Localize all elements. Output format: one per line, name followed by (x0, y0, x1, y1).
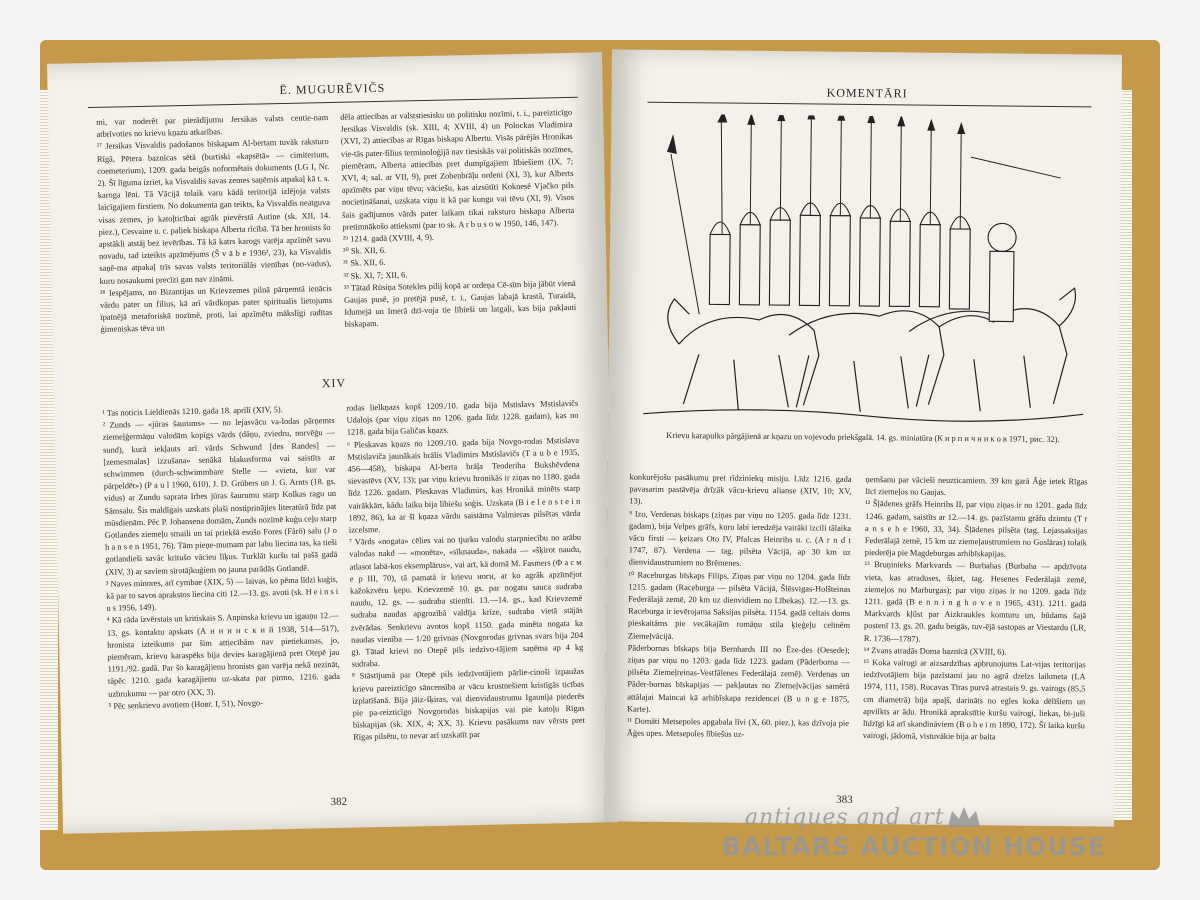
note-paragraph: ²⁷ Jersikas Visvaldis padošanos biskapam Al-bertam tuvāk raksturo Rīgā, Pētera baznīcas sētā (burtiski «kapsētā» — cimiterium, coemeterium), 1209. gada beigās noformētais dokuments (LG I, Nr. 2). Šī līguma izriet, ka Visvaldis savas zemes saņēmis atpakaļ kā t. s. karoga lēni. Tā Vācijā tolaik varu kādā teritorijā izlējoja valsts laicīgajiem firstiem. No dokumenta gan teikts, ka Visvaldis neatguva visas zemes, jo katoļticībai agrāk pievērstā Autine (sk. XII, 14. piez.), Cesvaine u. c. paliek biskapa Alberta rīcībā. Tā ber hronists šo apstākli atstāj bez ievērības. Tā kā katrs karogs varēja apzīmēt savu novadu, tad izteikts apzīmējums (Š v ā b e 1936², 23), ka Visvaldis saņē-ma atpakaļ trīs savas valsts teritoriālās vienības (no-vadus), kuru nosaukumi precīzi gan nav zināmi. (96, 137, 332, 286)
header-rule (88, 97, 578, 108)
notes-column-2 (863, 474, 1088, 745)
note-paragraph: ¹⁵ Koka vairogi ar aizsardzības apbrunojums Lat-vijas teritorijas iedzīvotājiem bija pazīstami jau no agrā dzelzs laikmeta (LA 1974, 111, 158). Rucavas Tīras purvā atrastais 9. gs. vairogs (85,5 cm diametrā) bija apaļš, darināts no egles koka dēlīšiem un apvilkts ar ādu. Hronikā aprakstītie kuršu vairogi, liekas, bi-juši līdzīgi kā arī skandināviem (B o h e i m 1890, 172). Šī laika kuršu vairogi, jādomā, vistuvākie bija ar balta (862, 658, 1086, 742)
watermark-brand: BALTARS AUCTION HOUSE (722, 832, 1106, 861)
crown-icon (946, 803, 982, 831)
watermark-tagline: antiques and art (745, 805, 945, 830)
note-paragraph: ¹³ Bruņinieks Markvards — Burbahas (Burbaha — apdzīvota vieta, kas atraduses, šķiet, tag. Hesenes Federālajā zemē, ziemeļos no Marburgas); par viņu ziņas ir no 1209. gada līdz 1211. gadā (B e n n i n g h o v e n 1965, 431). 1211. gadā Markvards kļūst par Aizkraukles komturu un, būdams šajā postenī 13. gs. 20. gadu beigās, tuv-ējā sastopas ar Viestardu (LR, R. 1736—1787). (863, 560, 1087, 644)
note-paragraph: ⁸ Stāstījumā par Otepē pils iedzīvotājiem pārlie-cinoši izpaužas krievu pareizticīgo sāncensība ar vācu krustnešiem kristīgās ticības izplatīšanā. Bija jāiz-šķiras, vai dienvidaustrumu Igaunija piederēs pie pa-reizticīgo Novgorodas biskapijas vai pie katoļu Rīgas bīskapijas (sk. XIX, 4; XX, 3). Krievu pasākums nav vērsts pret Rīgas pilsētu, to nevar arī uzskatīt par (351, 667, 585, 743)
note-paragraph: ³⁰ Sk. XII, 6. (342, 246, 387, 256)
note-paragraph: ³ Naves minores, arī cymbae (XIX, 5) — laivas, ko pēma līdzi kuģis, kā par to savos aprakstos liecina citi 12.—13. gs. avoti (sk. H e i n s i u s 1956, 149). (105, 574, 339, 614)
note-paragraph: ¹¹ Domāti Metsepoles apgabala līvi (X, 60. piez.), kas dzīvoja pie Āģes upes. Metsepoles lībiešus uz- (626, 716, 850, 740)
note-paragraph: ¹⁴ Zvans atradās Doma baznīcā (XVIII, 6). (863, 645, 1007, 657)
note-paragraph: ņemšanu par vācieši neuzticamiem. 39 km garā Āģe ietek Rīgas līcī ziemeļos no Gaujas. (865, 475, 1088, 498)
right-page (604, 49, 1122, 826)
note-paragraph: mi, var noderēt par pierādījumu Jersikas valsts centie-nam atbrīvoties no krievu kņazu atkarības. (96, 113, 329, 140)
page-number: 383 (836, 793, 853, 806)
note-paragraph: ²⁹ 1214. gadā (XVIII, 4, 9). (342, 232, 435, 244)
running-header: Ē. MUGURĒVIČS (279, 80, 386, 98)
note-paragraph: ²⁸ Iespējams, no Bizantijas un Krievzemes pilnā pārņemtā ienācis vārdu pater un filius, kā arī vārdkopas pater spiritualis lietojums īpatnējā metaforiskā nozīmē, proti, lai apzīmētu mākslīgi radītas ģimeniskas tēva un (99, 283, 333, 335)
notes-column-1 (627, 472, 852, 743)
notes-column-top-1 (96, 112, 333, 336)
illustration (638, 114, 1091, 429)
note-paragraph: ³² Sk. XI, 7; XII, 6. (343, 270, 408, 281)
note-paragraph: ³³ Tātad Rūsiņa Sotekles pilij kopā ar ordeņa Cē-sīm bija jābūt vienā Gaujas pusē, jo pretējā pusē, t. i., Gaujas labajā krastā, Turaidā, Idumejā un Imerā dzī-voja tie lībieši un latgaļi, kas bija pakļauti biskapam. (343, 278, 577, 330)
notes-column-top-2 (340, 107, 577, 331)
note-paragraph: ³¹ Sk. XII, 6. (343, 258, 386, 269)
running-header: KOMENTĀRI (826, 85, 908, 101)
note-paragraph: ⁷ Vārds «nogata» cēlies vai no tjurku valodu starpniecību no arābu valodas nakd — «monēta», «sīknauda», nakada — «šķirot naudu, atlasot labā-kos eksemplārus», vai arī, kā domā M. Fasmers (Ф а с м е р III, 70), tā pamatā ir krievu ноги, ar ko agrāk apzīmējot kažokzvēru ķepu. Krievzemē 10. gs. par nogatu sauca sudraba naudu, 12. gs. — sudraba stienīti. 13.—14. gs., kad Krievzemē sudraba naudas apgrozībā valdīja krīze, sudraba vietā stājās zvērādas. Senkrievu avotos kopš 1150. gada minēta nogata ka naudas vienība — 1/20 grivnas (Novgorodas grivnas svars bija 204 g). Tātad krievi no Otepē pils iedzīvo-tājiem saņēma ap 4 kg sudraba. (348, 533, 584, 669)
note-paragraph: rodas lielkņazs kopš 1209./10. gada bija Mstislavs Mstislavičs Udalojs (par viņu ziņas no 1206. gada līdz 1228. gadam), kas no 1218. gada bija Galičas kņazs. (346, 398, 579, 438)
note-paragraph: Pāderbornas bīskaps bija Bernhards III no Ēze-des (Oesede); ziņas par viņu no 1203. gada līdz 1223. gadam (Pāderborna — pilsēta Ziemeļreinas-Vestfālenes Federālajā zemē). Verdenas un Pāder-bornas bīskapijas — pakļautas no Ziemeļvācijas samērā attālajai Maincai kā arhibīskapa rezidencei (B u n g e 1875, Karte). (627, 643, 850, 714)
note-paragraph: ¹² Šļādenes grāfs Heinrihs II, par viņu ziņas ir no 1201. gada līdz 1246. gadam, saistīts ar 12.—14. gs. pazīstamu grāfu dzimtu (T r a n s e h e 1960, 33, 34). Šļādenes pilsēta (tag. Lejassaksijas Federālajā zemē, 15 km uz ziemeļaustrumiem no Goslāras) tolaik piederēja pie Magdeburgas arhibīskapijas. (864, 499, 1088, 559)
note-paragraph: konkurējošu pasākumu pret rīdziniekų misiju. Līdz 1216. gada pavasarim pastāvēja drīzāk vācu-krievu alianse (XIV, 10; XV, 13). (629, 472, 852, 507)
left-page (47, 52, 618, 833)
notes-column-bottom-2 (346, 398, 585, 744)
header-rule (647, 102, 1091, 108)
note-paragraph: ² Zunds — «jūras šaurums» — no lejasvācu va-lodas pārņemts ziemeļģermāņu valodām kopīgs vārds (dāņu, zviedru, norvēģu — sund), kurā iekļauts arī vārds Schwund [des Randes] — [zemesmalas] izzušana» senākā blakusforma vai saistīts ar schwimmen (durch-schwimmbare Stelle — «vieta, kur var pārpeldēt») (P a u l 1960, 610). J. D. Grūbers un J. G. Arnts (18. gs. vidus) ar Zundu saprata Irbes jūras šaurumu starp Kolkas ragu un Sāmsalu. Šis maldīgais uzskats plaši nostiprinājies literatūrā līdz pat mūsdienām. Pēc P. Johansena domām, Zunds nozīmē kuģu ceļu starp Gotlandes ziemeļu smaili un tai priekšā esošo Fores (Fårö) salu (J o h a n s e n 1951, 76). Tām pieņe-mumam par labu liecina tas, ka tieši gotlandieši savāc kritušo vācieu līķus. Turklāt kuršu tai pašā gadā (XIV, 3) ar saviem sirotājkuģiem no jauna parādās Gotlandē. (102, 416, 338, 577)
note-paragraph: ⁴ Kā rāda izvērstais un kritiskais S. Anpinska krievu un igauņu 12.—13. gs. kontaktu apskats (А н н и н с к и й 1938, 514—517), hronista izteikums par šim attiecībām nav pietiekamas, jo, piemēram, krievu karaspēks bija devies karagājienā pret Otepē jau 1191./92. gadā. Par šo karagājienu hronists gan varēja nekā nezināt, tāpēc 1210. gada karagājienu uz-skata par pirmo, 1216. gada uzbrukumu — par otro (XX, 3). (106, 611, 340, 699)
page-number: 382 (330, 795, 348, 809)
note-paragraph: ¹⁰ Raceburgas bīskaps Filips. Ziņas par viņu no 1204. gada līdz 1215. gadam (Raceburga — pilsēta Vācijā, Šlēsvigas-Holšteinas Federālajā zemē, 20 km uz dienvidiem no Lībekas). 12.—13. gs. Raceburga ir ievērojama Saksijas pilsēta. 1154. gadā celtais doms pieskaitāms pie vecākajām romāņu stila ķieģeļu celtnēm Ziemeļvācijā. (627, 570, 851, 641)
illustration-caption: Krievu karapulks pārgājienā ar kņazu un vojevodu priekšgalā. 14. gs. miniatūra (К и р п и ч н и к о в 1971, рис. 32). (666, 430, 1060, 445)
note-paragraph: ⁹ Izo, Verdenas biskaps (ziņas par viņu no 1205. gada līdz 1231. gadam), bija Velpes grāfs, kuru labi ieredzēja vairāki izcili tālaika vācu firsti — ķeizars Oto IV, Pfalcas Heinrihs u. c. (A r n d t 1747, 87). Verdena — tag. pilsēta Vācijā, ap 30 km uz dienvidaustrumiem no Brēmenes. (628, 509, 852, 569)
note-paragraph: ⁶ Pleskavas kņazs no 1209./10. gada bija Novgo-rodas Mstislava Mstislaviča jaunākais brālis Vladimirs Mstislavičs (T a u b e 1935, 456—458), biskapa Al-berta brāļa Teoderiha Bukshēvdena sievastēvs (XV, 13); par viņu krievu hronikās ir ziņas no 1180. gada līdz 1226. gadam. Pleskavas Vladimirs, kas Hronikā minēts starp vairākkārt, kādu laiku bija lībiešu soģis. Uzskata (B i e l e n s t e i n 1892, 86), ka ar šī kņaza vārdu saistāma Valmieras pilsētas vārda izcelsme. (346, 435, 581, 535)
section-title: XIV (321, 375, 347, 391)
notes-column-bottom-1 (102, 403, 340, 713)
note-paragraph: ¹ Tas noticis Lieldienās 1210. gada 18. aprīlī (XIV, 5). (102, 405, 283, 418)
note-paragraph: dēla attiecības ar valststiesisku un politisku nozīmi, t. i., pareizticīgo Jersikas Visvaldis (sk. XIII, 4; XVIII, 4) un Polockas Vladimira (XVI, 2) attiecības ar Rīgas biskapu Albertu. Visās pārējās Hronikas vie-tās pater-filius terminoloģijā nav tiesiskās vai politiskās nozīmes, piemēram, Alberta attiecības pret dumpīgajiem lībiešiem (IX, 7; XVI, 4; sal. ar VII, 9), pret Zobenbrāļu ordeni (XI, 3), kur Alberts apzīmēts par viņu tēvu; vāciešu, kas aizsūtīti Koknesē Vjačko pils nocietināšanai, uzskata viņu it kā par kungu vai tēvu (XI, 9). Visos šais gadījumos vārds pater laikam tikai raksturo biskapa Alberta pretimnākošo attieksmi (par to sk. A r b u s o w 1950, 146, 147). (340, 107, 575, 232)
note-paragraph: ⁵ Pēc senkrievu avotiem (Новг. I, 51), Novgo- (108, 698, 264, 711)
